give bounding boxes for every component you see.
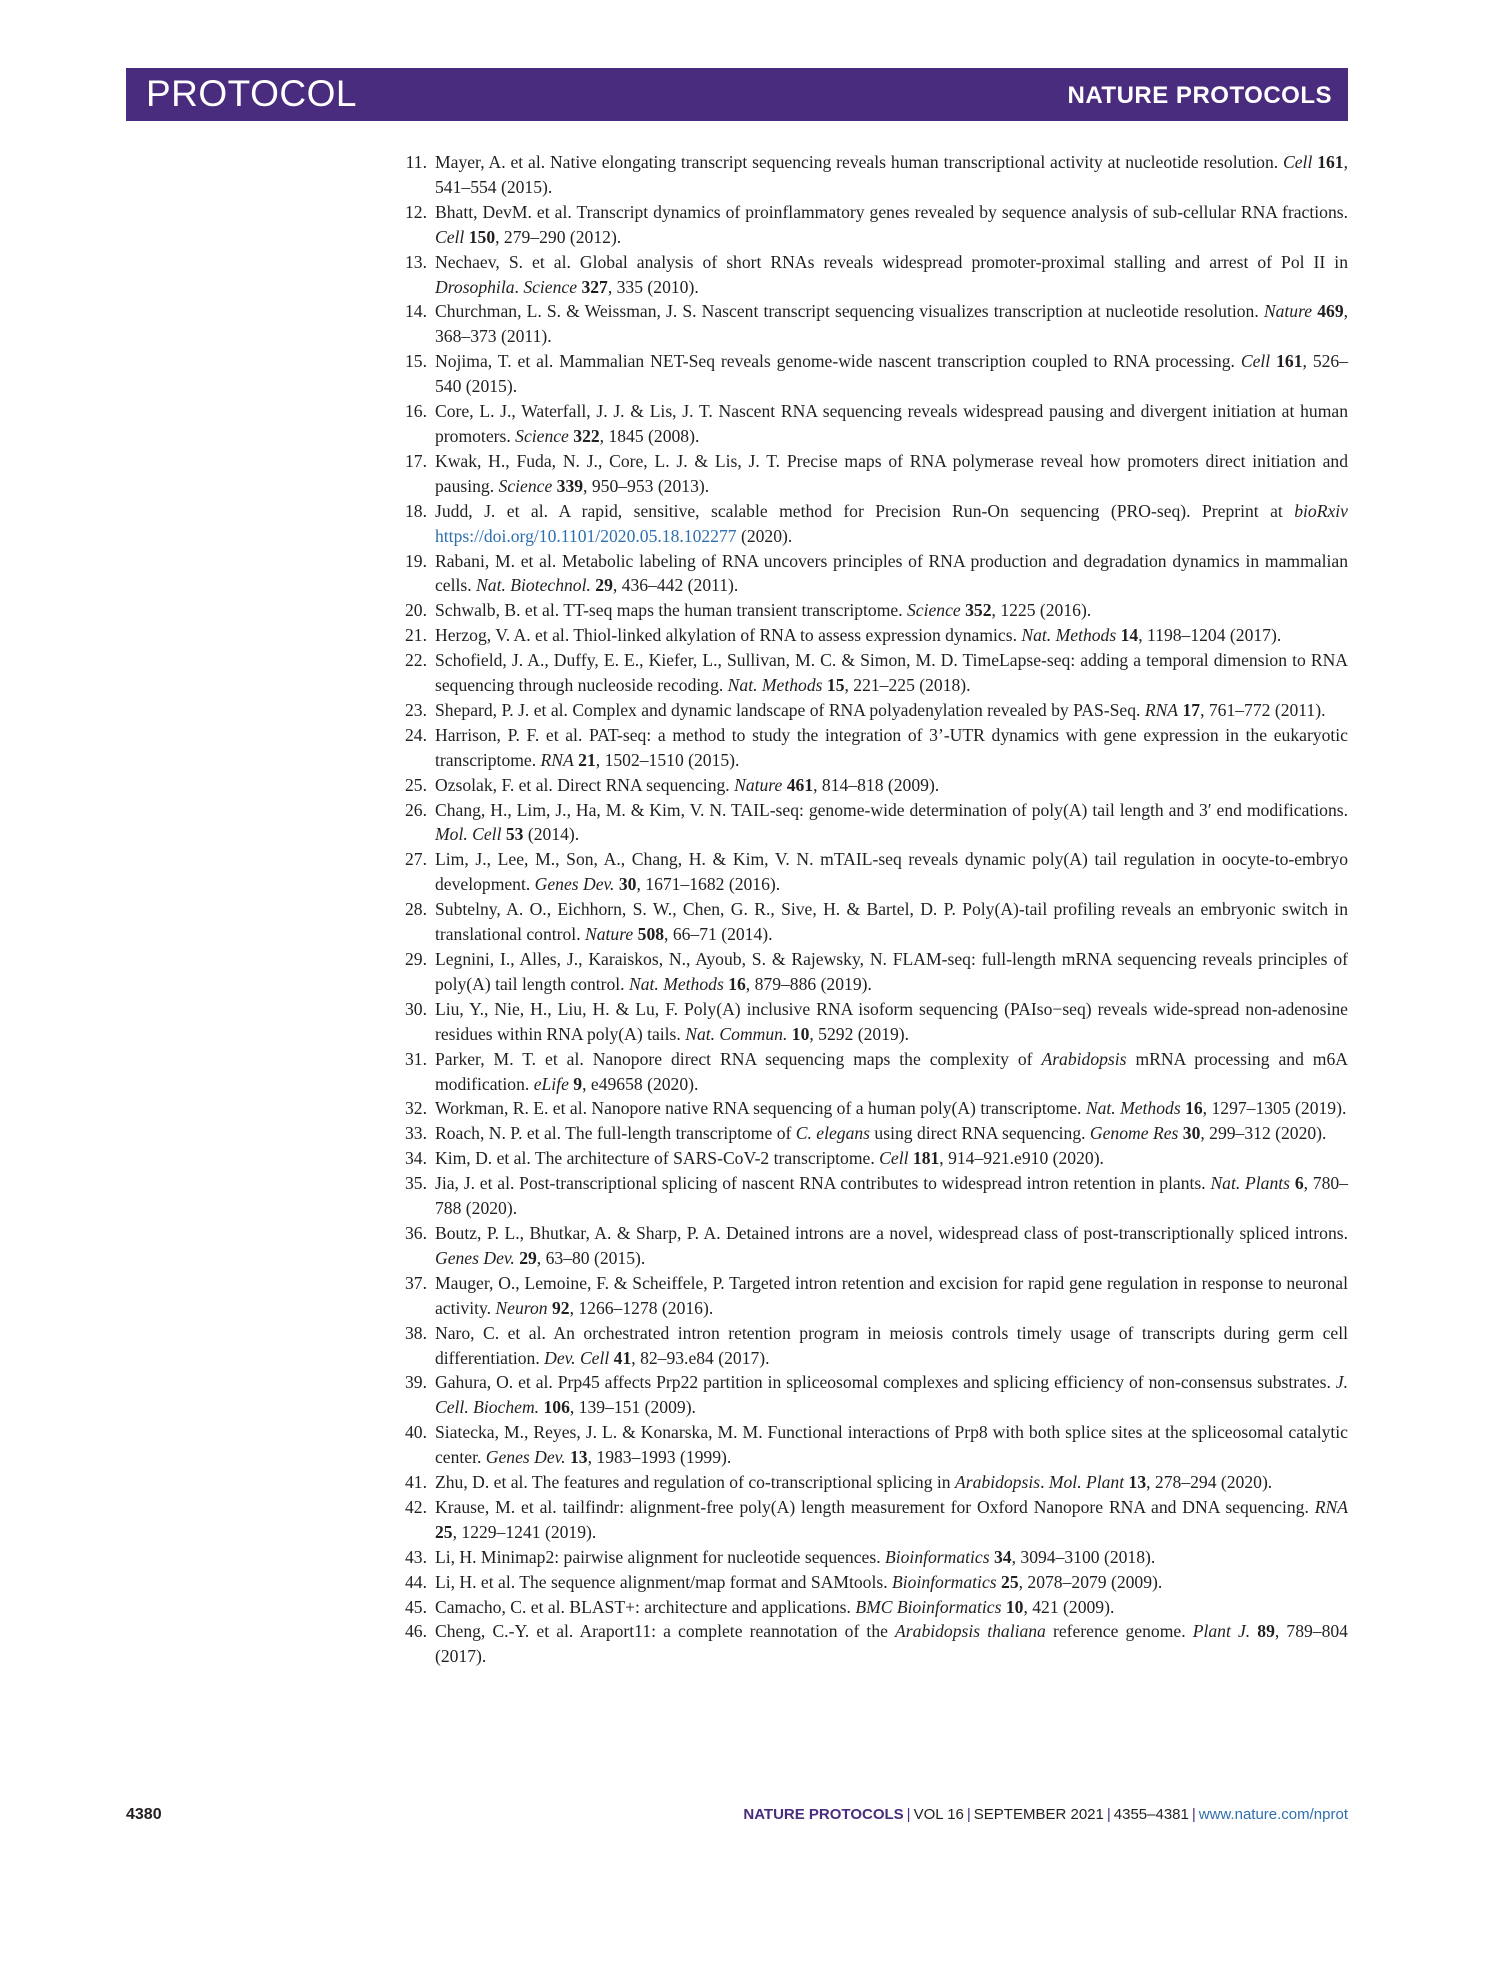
reference-text: Roach, N. P. et al. The full-length transcriptome of C. elegans using direct RNA sequencing. Genome Res 30, 299–312 (2020). — [435, 1123, 1327, 1144]
reference-text: Subtelny, A. O., Eichhorn, S. W., Chen, G. R., Sive, H. & Bartel, D. P. Poly(A)-tail profiling reveals an embryonic switch in translational control. Nature 508, 66–71 (2014). — [435, 899, 1348, 945]
reference-number: 11. — [405, 152, 427, 172]
reference-number: 43. — [405, 1546, 427, 1567]
doi-link[interactable]: https://doi.org/10.1101/2020.05.18.102277 — [435, 525, 737, 546]
reference-item — [395, 1470, 1348, 1495]
page-number: 4380 — [126, 1806, 162, 1823]
reference-item — [395, 349, 1348, 399]
reference-number: 21. — [405, 625, 427, 646]
reference-item — [395, 200, 1348, 250]
separator: | — [966, 1806, 971, 1823]
reference-item — [395, 1495, 1348, 1545]
reference-text: Gahura, O. et al. Prp45 affects Prp22 partition in spliceosomal complexes and splicing efficiency of non-consensus substrates. J. Cell. Biochem. 106, 139–151 (2009). — [435, 1372, 1348, 1418]
separator: | — [906, 1806, 911, 1823]
header-banner — [126, 68, 1348, 121]
reference-text: Zhu, D. et al. The features and regulation of co-transcriptional splicing in Arabidopsis. Mol. Plant 13, 278–294 (2020). — [435, 1472, 1273, 1493]
reference-item — [395, 1420, 1348, 1470]
reference-number: 34. — [405, 1148, 427, 1169]
reference-item — [395, 1096, 1348, 1121]
reference-text: Boutz, P. L., Bhutkar, A. & Sharp, P. A. Detained introns are a novel, widespread class of post-transcriptionally spliced introns. Genes Dev. 29, 63–80 (2015). — [435, 1222, 1348, 1268]
reference-item — [395, 1619, 1348, 1669]
reference-text: Lim, J., Lee, M., Son, A., Chang, H. & Kim, V. N. mTAIL-seq reveals dynamic poly(A) tail regulation in oocyte-to-embryo development. Genes Dev. 30, 1671–1682 (2016). — [435, 849, 1348, 895]
reference-item — [395, 1595, 1348, 1620]
reference-item — [395, 299, 1348, 349]
reference-number: 44. — [405, 1571, 427, 1592]
reference-item — [395, 1370, 1348, 1420]
reference-number: 19. — [405, 550, 427, 571]
reference-item — [395, 250, 1348, 300]
footer-date: SEPTEMBER 2021 — [973, 1806, 1104, 1823]
reference-item — [395, 648, 1348, 698]
reference-item — [395, 723, 1348, 773]
reference-text: Schwalb, B. et al. TT-seq maps the human transient transcriptome. Science 352, 1225 (2016). — [435, 600, 1092, 621]
reference-item — [395, 1221, 1348, 1271]
reference-text: Kim, D. et al. The architecture of SARS-CoV-2 transcriptome. Cell 181, 914–921.e910 (2020). — [435, 1148, 1104, 1169]
reference-number: 38. — [405, 1322, 427, 1343]
reference-item — [395, 449, 1348, 499]
separator: | — [1106, 1806, 1111, 1823]
reference-text: Camacho, C. et al. BLAST+: architecture and applications. BMC Bioinformatics 10, 421 (2009). — [435, 1596, 1115, 1617]
reference-item — [395, 847, 1348, 897]
reference-text: Legnini, I., Alles, J., Karaiskos, N., Ayoub, S. & Rajewsky, N. FLAM-seq: full-length mRNA sequencing reveals principles of poly(A) tail length control. Nat. Methods 16, 879–886 (2019). — [435, 949, 1348, 994]
reference-number: 36. — [405, 1222, 427, 1243]
section-label: PROTOCOL — [146, 73, 357, 114]
reference-number: 41. — [405, 1472, 427, 1493]
reference-text: Herzog, V. A. et al. Thiol-linked alkylation of RNA to assess expression dynamics. Nat. Methods 14, 1198–1204 (2017). — [435, 625, 1282, 646]
reference-text: Schofield, J. A., Duffy, E. E., Kiefer, L., Sullivan, M. C. & Simon, M. D. TimeLapse-seq: adding a temporal dimension to RNA sequencing through nucleoside recoding. Nat. Methods 15, 221–225 (2018). — [435, 650, 1348, 696]
reference-number: 26. — [405, 799, 427, 820]
reference-text: Nojima, T. et al. Mammalian NET-Seq reveals genome-wide nascent transcription coupled to RNA processing. Cell 161, 526–540 (2015). — [435, 351, 1349, 397]
reference-number: 35. — [405, 1173, 427, 1194]
reference-item — [395, 1321, 1348, 1371]
reference-text: Core, L. J., Waterfall, J. J. & Lis, J. T. Nascent RNA sequencing reveals widespread pausing and divergent initiation at human promoters. Science 322, 1845 (2008). — [435, 401, 1348, 446]
reference-number: 39. — [405, 1372, 427, 1393]
reference-item — [395, 1146, 1348, 1171]
reference-item — [395, 1545, 1348, 1570]
reference-item — [395, 947, 1348, 997]
reference-number: 22. — [405, 650, 427, 671]
reference-text: Workman, R. E. et al. Nanopore native RNA sequencing of a human poly(A) transcriptome. Nat. Methods 16, 1297–1305 (2019). — [435, 1098, 1347, 1119]
reference-text: Jia, J. et al. Post-transcriptional splicing of nascent RNA contributes to widespread intron retention in plants. Nat. Plants 6, 780–788 (2020). — [435, 1173, 1348, 1219]
reference-number: 17. — [405, 450, 427, 471]
reference-text: Naro, C. et al. An orchestrated intron retention program in meiosis controls timely usage of transcripts during germ cell differentiation. Dev. Cell 41, 82–93.e84 (2017). — [435, 1322, 1348, 1368]
reference-number: 23. — [405, 699, 427, 720]
journal-citation-line — [743, 1806, 1348, 1823]
reference-item — [395, 399, 1348, 449]
reference-list — [395, 150, 1348, 1669]
reference-item — [395, 798, 1348, 848]
reference-item — [395, 997, 1348, 1047]
reference-item — [395, 623, 1348, 648]
footer-pages: 4355–4381 — [1113, 1806, 1189, 1823]
reference-number: 45. — [405, 1596, 427, 1617]
reference-text: Cheng, C.-Y. et al. Araport11: a complete reannotation of the Arabidopsis thaliana reference genome. Plant J. 89, 789–804 (2017). — [435, 1621, 1348, 1667]
reference-text: Mayer, A. et al. Native elongating transcript sequencing reveals human transcriptional activity at nucleotide resolution. Cell 161, 541–554 (2015). — [435, 152, 1348, 197]
journal-title: NATURE PROTOCOLS — [1067, 82, 1332, 109]
reference-text: Siatecka, M., Reyes, J. L. & Konarska, M. M. Functional interactions of Prp8 with both splice sites at the spliceosomal catalytic center. Genes Dev. 13, 1983–1993 (1999). — [435, 1422, 1348, 1468]
reference-text: Nechaev, S. et al. Global analysis of short RNAs reveals widespread promoter-proximal stalling and arrest of Pol II in Drosophila. Science 327, 335 (2010). — [435, 251, 1348, 297]
reference-item — [395, 698, 1348, 723]
reference-text: Chang, H., Lim, J., Ha, M. & Kim, V. N. TAIL-seq: genome-wide determination of poly(A) tail length and 3′ end modifications. Mol. Cell 53 (2014). — [435, 799, 1348, 845]
reference-number: 46. — [405, 1621, 427, 1642]
reference-number: 25. — [405, 774, 427, 795]
reference-item — [395, 549, 1348, 599]
reference-text: Liu, Y., Nie, H., Liu, H. & Lu, F. Poly(A) inclusive RNA isoform sequencing (PAIso−seq) reveals wide-spread non-adenosine residues within RNA poly(A) tails. Nat. Commun. 10, 5292 (2019). — [435, 998, 1348, 1044]
reference-text: Judd, J. et al. A rapid, sensitive, scalable method for Precision Run-On sequencing (PRO-seq). Preprint at bioRxiv https://doi.org/10.1101/2020.05.18.102277 (2020). — [435, 500, 1348, 546]
reference-number: 28. — [405, 899, 427, 920]
reference-number: 33. — [405, 1123, 427, 1144]
reference-text: Churchman, L. S. & Weissman, J. S. Nascent transcript sequencing visualizes transcription at nucleotide resolution. Nature 469, 368–373 (2011). — [435, 301, 1349, 347]
reference-number: 12. — [405, 201, 427, 222]
footer-journal-name: NATURE PROTOCOLS — [743, 1806, 904, 1823]
reference-number: 32. — [405, 1098, 427, 1119]
reference-text: Li, H. et al. The sequence alignment/map format and SAMtools. Bioinformatics 25, 2078–2079 (2009). — [435, 1571, 1163, 1592]
reference-text: Krause, M. et al. tailfindr: alignment-free poly(A) length measurement for Oxford Nanopore RNA and DNA sequencing. RNA 25, 1229–1241 (2019). — [435, 1496, 1348, 1542]
page-footer — [0, 1806, 1489, 1836]
reference-number: 40. — [405, 1422, 427, 1443]
reference-text: Bhatt, DevM. et al. Transcript dynamics of proinflammatory genes revealed by sequence analysis of sub-cellular RNA fractions. Cell 150, 279–290 (2012). — [435, 201, 1348, 247]
journal-url-link[interactable]: www.nature.com/nprot — [1198, 1806, 1348, 1823]
reference-item — [395, 499, 1348, 549]
reference-number: 24. — [405, 724, 427, 745]
reference-number: 37. — [405, 1272, 427, 1293]
reference-item — [395, 1121, 1348, 1146]
reference-number: 14. — [405, 301, 427, 322]
reference-item — [395, 1047, 1348, 1097]
reference-number: 20. — [405, 600, 427, 621]
reference-number: 29. — [405, 949, 427, 969]
footer-volume: VOL 16 — [913, 1806, 964, 1823]
reference-number: 13. — [405, 251, 427, 272]
reference-text: Kwak, H., Fuda, N. J., Core, L. J. & Lis, J. T. Precise maps of RNA polymerase reveal how promoters direct initiation and pausing. Science 339, 950–953 (2013). — [435, 450, 1348, 496]
reference-item — [395, 773, 1348, 798]
reference-number: 15. — [405, 351, 427, 372]
reference-number: 31. — [405, 1048, 427, 1069]
reference-item — [395, 1271, 1348, 1321]
separator: | — [1191, 1806, 1196, 1823]
reference-number: 30. — [405, 998, 427, 1019]
reference-number: 27. — [405, 849, 427, 870]
reference-item — [395, 1570, 1348, 1595]
reference-text: Harrison, P. F. et al. PAT-seq: a method to study the integration of 3’-UTR dynamics with gene expression in the eukaryotic transcriptome. RNA 21, 1502–1510 (2015). — [435, 724, 1348, 770]
reference-text: Ozsolak, F. et al. Direct RNA sequencing. Nature 461, 814–818 (2009). — [435, 774, 940, 795]
reference-number: 18. — [405, 500, 427, 521]
reference-text: Rabani, M. et al. Metabolic labeling of RNA uncovers principles of RNA production and degradation dynamics in mammalian cells. Nat. Biotechnol. 29, 436–442 (2011). — [435, 550, 1348, 596]
reference-text: Mauger, O., Lemoine, F. & Scheiffele, P. Targeted intron retention and excision for rapid gene regulation in response to neuronal activity. Neuron 92, 1266–1278 (2016). — [435, 1272, 1348, 1318]
reference-text: Li, H. Minimap2: pairwise alignment for nucleotide sequences. Bioinformatics 34, 3094–3100 (2018). — [435, 1546, 1156, 1567]
reference-number: 16. — [405, 401, 427, 422]
reference-item — [395, 150, 1348, 200]
reference-item — [395, 1171, 1348, 1221]
reference-number: 42. — [405, 1496, 427, 1517]
reference-item — [395, 598, 1348, 623]
reference-text: Shepard, P. J. et al. Complex and dynamic landscape of RNA polyadenylation revealed by PAS-Seq. RNA 17, 761–772 (2011). — [435, 699, 1326, 720]
reference-item — [395, 897, 1348, 947]
reference-text: Parker, M. T. et al. Nanopore direct RNA sequencing maps the complexity of Arabidopsis mRNA processing and m6A modification. eLife 9, e49658 (2020). — [435, 1048, 1348, 1094]
